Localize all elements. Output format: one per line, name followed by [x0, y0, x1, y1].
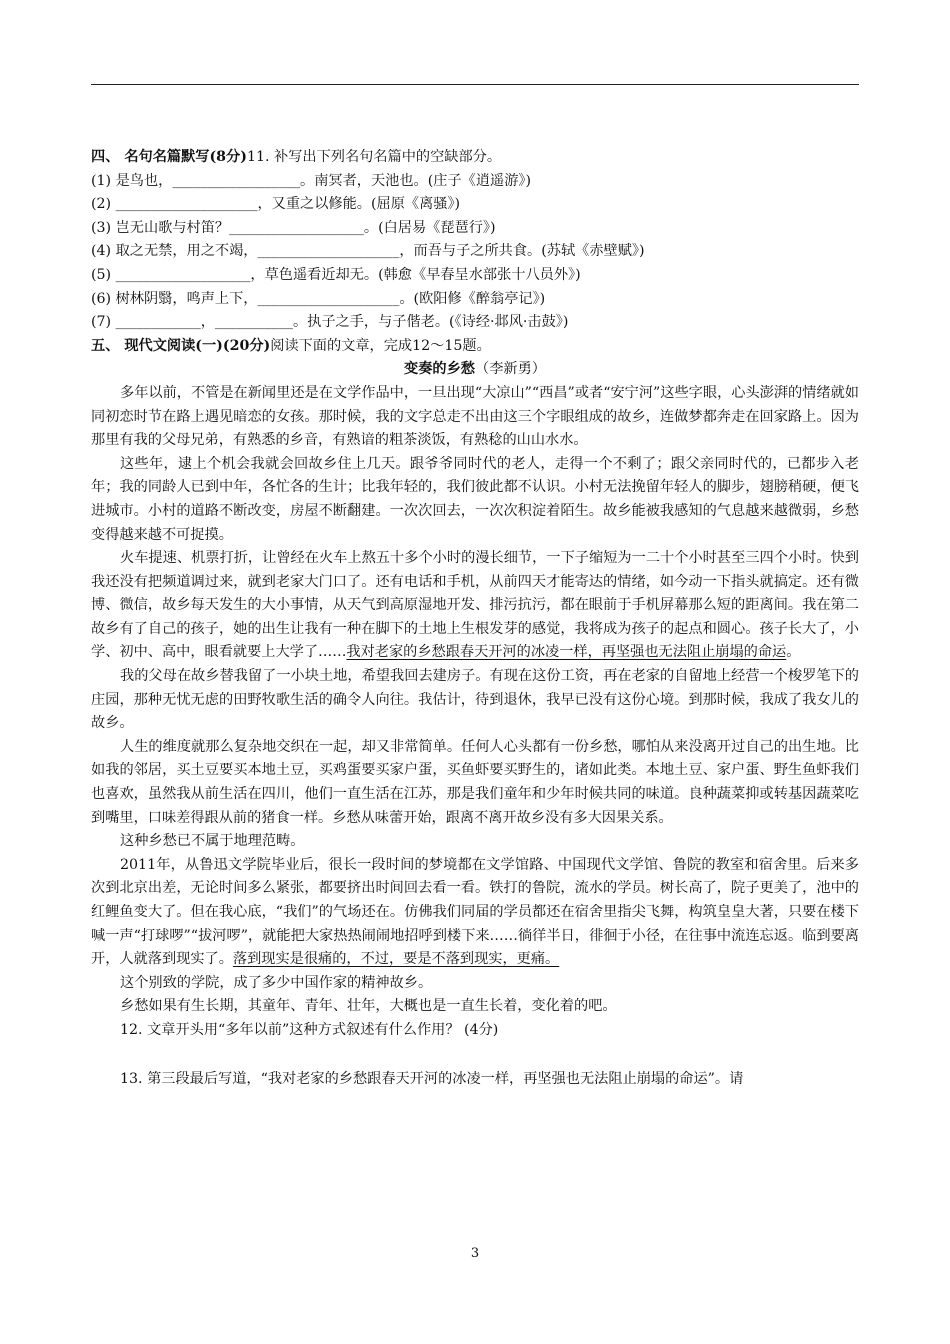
article-paragraph-4: 我的父母在故乡替我留了一小块土地，希望我回去建房子。有现在这份工资，再在老家的自留地上经营一个梭罗笔下的庄园，那种无忧无虑的田野牧歌生活的确令人向往。我估计，待到退休，我早已没有这份心境。到那时候，我成了我女儿的故乡。	[91, 668, 859, 732]
paragraph-3-underlined-sentence: 我对老家的乡愁跟春天开河的冰凌一样，再坚强也无法阻止崩塌的命运	[346, 644, 787, 661]
section-5-instruction: 阅读下面的文章，完成12～15题。	[270, 337, 491, 354]
article-paragraph-3	[91, 547, 859, 665]
fill-item-6: (6) 树林阴翳，鸣声上下，____________________。(欧阳修《醉翁亭记》)	[91, 290, 546, 307]
page-number: 3	[470, 1246, 480, 1261]
header-rule	[91, 84, 859, 85]
section-4-heading-line	[91, 146, 859, 170]
fill-item-7: (7) ____________，___________。执子之手，与子偕老。(《诗经·邶风·击鼓》)	[91, 314, 569, 331]
article-title: 变奏的乡愁	[404, 361, 475, 378]
article-author: （李新勇）	[475, 361, 546, 378]
article-paragraph-1: 多年以前，不管是在新闻里还是在文学作品中，一旦出现“大凉山”“西昌”或者“安宁河”这些字眼，心头澎湃的情绪就如同初恋时节在路上遇见暗恋的女孩。那时候，我的文字总走不出由这三个字眼组成的故乡，连做梦都奔走在回家路上。因为那里有我的父母兄弟，有熟悉的乡音，有熟谙的粗茶淡饭，有熟稔的山山水水。	[91, 384, 859, 449]
fill-item-1: (1) 是鸟也，__________________。南冥者，天池也。(庄子《逍遥游》)	[91, 172, 532, 189]
section-5-heading-line	[91, 335, 859, 359]
article-title-line	[91, 358, 859, 382]
article-paragraph-5: 人生的维度就那么复杂地交织在一起，却又非常简单。任何人心头都有一份乡愁，哪怕从来没离开过自己的出生地。比如我的邻居，买土豆要买本地土豆，买鸡蛋要买家户蛋，买鱼虾要买野生的，诸如此类。本地土豆、家户蛋、野生鱼虾我们也喜欢，虽然我从前生活在四川，他们一直生活在江苏，那是我们童年和少年时候共同的味道。良种蔬菜抑或转基因蔬菜吃到嘴里，口味差得跟从前的猪食一样。乡愁从味蕾开始，跟离不离开故乡没有多大因果关系。	[91, 738, 859, 826]
question-13: 13. 第三段最后写道，“我对老家的乡愁跟春天开河的冰凌一样，再坚强也无法阻止崩塌的命运”。请	[120, 1070, 744, 1087]
fill-item-3: (3) 岂无山歌与村笛？___________________。(白居易《琵琶行》)	[91, 219, 496, 236]
section-4-heading: 四、 名句名篇默写(8分)	[91, 149, 247, 165]
article-paragraph-2: 这些年，逮上个机会我就会回故乡住上几天。跟爷爷同时代的老人，走得一个不剩了；跟父亲同时代的，已都步入老年；我的同龄人已到中年，各忙各的生计；比我年轻的，我们彼此都不认识。小村无法挽留年轻人的脚步，翅膀稍硬，便飞进城市。小村的道路不断改变，房屋不断翻建。一次次回去，一次次积淀着陌生。故乡能被我感知的气息越来越微弱，乡愁变得越来越不可捉摸。	[91, 455, 859, 543]
paragraph-7-underlined-sentence: 落到现实是很痛的，不过，要是不落到现实，更痛。	[232, 951, 560, 968]
paragraph-7-text: 2011年，从鲁迅文学院毕业后，很长一段时间的梦境都在文学馆路、中国现代文学馆、鲁院的教室和宿舍里。后来多次到北京出差，无论时间多么紧张，都要挤出时间回去看一看。铁打的鲁院，流水的学员。树长高了，院子更美了，池中的红鲤鱼变大了。但在我心底，“我们”的气场还在。仿佛我们同届的学员都还在宿舍里指尖飞舞，构筑皇皇大著，只要在楼下喊一声“打球啰”“拔河啰”，就能把大家热热闹闹地招呼到楼下来……徜徉半日，徘徊于小径，在往事中流连忘返。临到要离开，人就落到现实了。	[91, 856, 859, 968]
article-paragraph-8: 这个别致的学院，成了多少中国作家的精神故乡。	[120, 974, 433, 991]
section-4-instruction: 11. 补写出下列名句名篇中的空缺部分。	[246, 149, 502, 165]
fill-item-5: (5) ___________________，草色遥看近却无。(韩愈《早春呈水部张十八员外》)	[91, 266, 581, 283]
fill-item-2: (2) ____________________，又重之以修能。(屈原《离骚》)	[91, 196, 461, 213]
page-content	[91, 146, 859, 1091]
question-12: 12. 文章开头用“多年以前”这种方式叙述有什么作用？ (4分)	[120, 1021, 499, 1038]
article-paragraph-6: 这种乡愁已不属于地理范畴。	[120, 833, 305, 850]
paragraph-3-end: 。	[786, 644, 801, 661]
paragraph-3-text: 火车提速、机票打折，让曾经在火车上熬五十多个小时的漫长细节，一下子缩短为一二十个小时甚至三四个小时。快到我还没有把频道调过来，就到老家大门口了。还有电话和手机，从前四天才能寄达的情绪，如今动一下指头就搞定。还有微博、微信，故乡每天发生的大小事情，从天气到高原湿地开发、排污抗污，都在眼前于手机屏幕那么短的距离间。我在第二故乡有了自己的孩子，她的出生让我有一种在脚下的土地上生根发芽的感觉，我将成为孩子的起点和圆心。孩子长大了，小学、初中、高中，眼看就要上大学了……	[91, 550, 859, 661]
article-paragraph-9: 乡愁如果有生长期，其童年、青年、壮年，大概也是一直生长着，变化着的吧。	[120, 998, 617, 1015]
article-paragraph-7	[91, 854, 859, 972]
fill-item-4: (4) 取之无禁，用之不竭，____________________，而吾与子之所共食。(苏轼《赤壁赋》)	[91, 243, 645, 260]
section-5-heading: 五、 现代文阅读(一)(20分)	[91, 337, 271, 354]
answer-space	[91, 1043, 859, 1068]
